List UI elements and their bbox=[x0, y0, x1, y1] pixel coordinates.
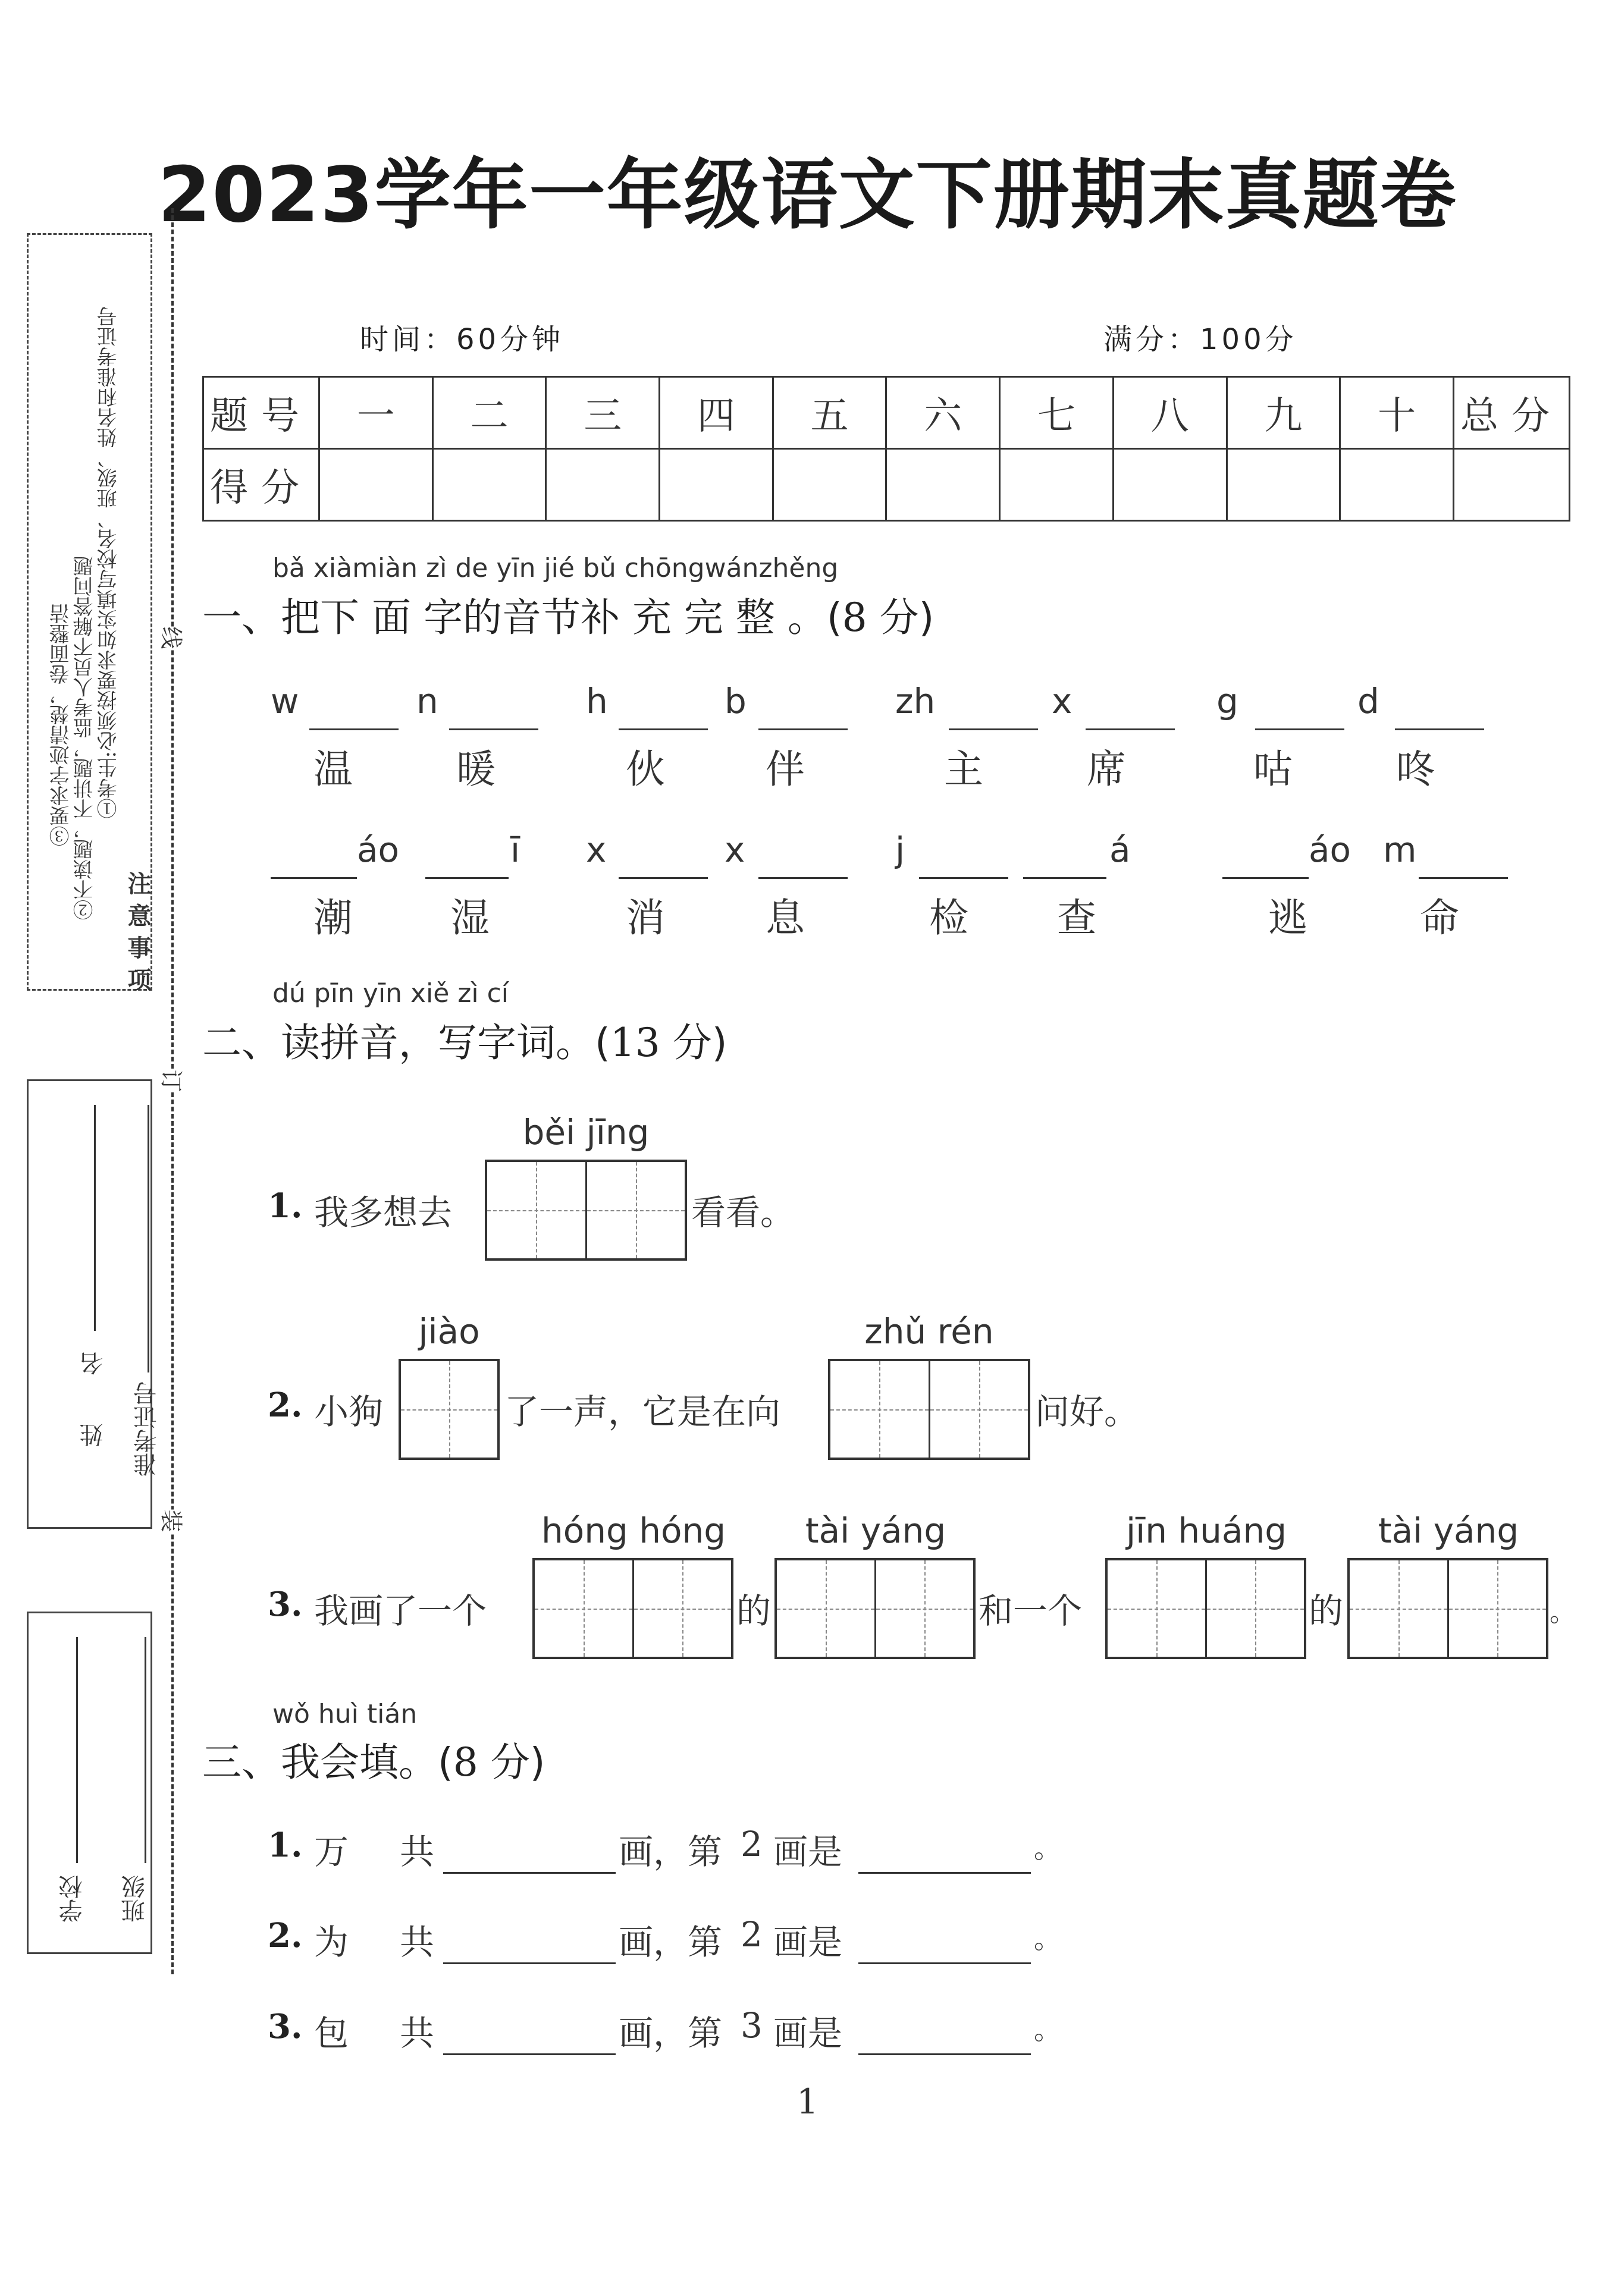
s1-r1-char: 席 bbox=[1087, 746, 1126, 792]
school-info-box bbox=[27, 1612, 152, 1954]
q3-2-stroke-count-blank[interactable] bbox=[443, 1962, 616, 1964]
score-cell[interactable] bbox=[1000, 449, 1114, 521]
s1-r1-py: zh bbox=[895, 681, 936, 721]
s1-r2-py: j bbox=[895, 830, 905, 870]
notice-line-3: ③要求字迹清楚，卷面整洁 bbox=[49, 604, 73, 846]
s1-r1-char: 温 bbox=[313, 746, 353, 792]
section1-points: 8 bbox=[842, 595, 867, 640]
s1-r1-blank[interactable] bbox=[619, 728, 708, 730]
section2-points: 13 bbox=[610, 1020, 660, 1066]
s1-r2-blank[interactable] bbox=[1023, 877, 1106, 879]
q2-3-pinyin-4: tài yáng bbox=[1378, 1510, 1519, 1551]
writing-cell[interactable] bbox=[632, 1560, 732, 1657]
s1-r1-py: h bbox=[586, 681, 608, 721]
q2-3-writing-grid-1[interactable] bbox=[532, 1558, 733, 1659]
s1-r2-char: 检 bbox=[929, 895, 968, 941]
score-table-col: 五 bbox=[773, 377, 886, 449]
q2-3-de-1: 的 bbox=[736, 1591, 772, 1631]
q2-3-de-2: 的 bbox=[1309, 1591, 1344, 1631]
score-cell[interactable] bbox=[432, 449, 546, 521]
q3-1-hua2: 画是 bbox=[773, 1832, 843, 1872]
writing-cell[interactable] bbox=[830, 1361, 929, 1458]
score-cell[interactable] bbox=[773, 449, 886, 521]
s1-r2-blank[interactable] bbox=[1419, 877, 1508, 879]
name-field[interactable] bbox=[94, 1105, 96, 1331]
s1-r2-py: x bbox=[725, 830, 745, 870]
score-table bbox=[202, 376, 1570, 522]
q2-2-text-middle: 了一声，它是在向 bbox=[504, 1392, 781, 1432]
q3-2-hua2: 画是 bbox=[773, 1922, 843, 1962]
exam-id-field[interactable] bbox=[148, 1105, 149, 1372]
s1-r1-blank[interactable] bbox=[1086, 728, 1175, 730]
section3-title-text: 三、我会填。( bbox=[202, 1739, 453, 1785]
section3-pinyin: wǒ huì tián bbox=[272, 1699, 418, 1729]
q2-3-pinyin-1: hóng hóng bbox=[541, 1510, 726, 1551]
q3-2-number: 2. bbox=[268, 1916, 303, 1955]
s1-r2-blank[interactable] bbox=[425, 877, 509, 879]
section1-title-text: 一、把下 面 字的音节补 充 完 整 。( bbox=[202, 595, 842, 640]
writing-cell[interactable] bbox=[1108, 1560, 1205, 1657]
s1-r1-blank[interactable] bbox=[949, 728, 1038, 730]
score-cell[interactable] bbox=[886, 449, 1000, 521]
s1-r1-blank[interactable] bbox=[1395, 728, 1484, 730]
writing-cell[interactable] bbox=[777, 1560, 874, 1657]
class-label: 班级 bbox=[121, 1875, 149, 1923]
writing-cell[interactable] bbox=[1447, 1560, 1547, 1657]
s1-r1-blank[interactable] bbox=[758, 728, 848, 730]
notice-line-2: ②不读题，不讲题，监考人员不解答问题 bbox=[73, 556, 97, 920]
score-table-col: 二 bbox=[432, 377, 546, 449]
notice-label: 注意事项 bbox=[124, 871, 152, 1000]
s1-r2-char: 湿 bbox=[450, 895, 490, 941]
q2-3-writing-grid-4[interactable] bbox=[1347, 1558, 1548, 1659]
writing-cell[interactable] bbox=[929, 1361, 1028, 1458]
q3-2-stroke-blank[interactable] bbox=[858, 1962, 1031, 1964]
s1-r1-char: 伴 bbox=[766, 746, 805, 792]
score-table-col: 八 bbox=[1113, 377, 1227, 449]
s1-r1-py: w bbox=[271, 681, 299, 721]
s1-r1-py: n bbox=[416, 681, 438, 721]
section1-pinyin: bǎ xiàmiàn zì de yīn jié bǔ chōngwánzhěng bbox=[272, 553, 839, 583]
score-cell[interactable] bbox=[319, 449, 433, 521]
s1-r1-blank[interactable] bbox=[1255, 728, 1344, 730]
q3-2-char: 为 bbox=[314, 1922, 349, 1962]
s1-r1-blank[interactable] bbox=[309, 728, 399, 730]
s1-r1-char: 咚 bbox=[1396, 746, 1435, 792]
q3-3-hua: 画，第 bbox=[619, 2013, 723, 2053]
notice-box bbox=[27, 233, 152, 1000]
q3-3-gong: 共 bbox=[400, 2013, 435, 2053]
q3-2-hua: 画，第 bbox=[619, 1922, 723, 1962]
q3-2-n: 2 bbox=[741, 1914, 763, 1955]
q3-1-gong: 共 bbox=[400, 1832, 435, 1872]
q2-3-number: 3. bbox=[268, 1585, 303, 1624]
cut-word-bind: 装 bbox=[157, 1509, 190, 1532]
notice-line-1: ①考生:必须按要求如实填写校名、班级、姓名和准考证号 bbox=[97, 306, 121, 819]
student-info-box bbox=[27, 1079, 161, 1529]
name-label: 姓 名 bbox=[80, 1340, 107, 1447]
q3-3-n: 3 bbox=[741, 2005, 763, 2046]
s1-r2-char: 命 bbox=[1420, 895, 1459, 941]
s1-r1-char: 伙 bbox=[626, 746, 665, 792]
q2-2-number: 2. bbox=[268, 1386, 303, 1425]
section2-title bbox=[202, 1011, 727, 1067]
q3-3-char: 包 bbox=[314, 2013, 349, 2053]
score-cell[interactable] bbox=[1227, 449, 1340, 521]
q3-2-gong: 共 bbox=[400, 1922, 435, 1962]
school-label: 学校 bbox=[59, 1875, 86, 1923]
s1-r1-char: 主 bbox=[944, 746, 983, 792]
section3-points: 8 bbox=[453, 1739, 478, 1785]
section1-unit: 分) bbox=[867, 595, 934, 640]
section2-unit: 分) bbox=[660, 1020, 727, 1066]
section1-title bbox=[202, 586, 934, 642]
q2-1-pinyin: běi jīng bbox=[522, 1112, 650, 1152]
q2-1-writing-grid[interactable] bbox=[485, 1160, 687, 1261]
writing-cell[interactable] bbox=[401, 1361, 497, 1458]
q2-3-text-middle: 和一个 bbox=[979, 1591, 1083, 1631]
score-table-label-question: 题号 bbox=[203, 377, 319, 449]
q2-3-writing-grid-2[interactable] bbox=[774, 1558, 976, 1659]
section2-pinyin: dú pīn yīn xiě zì cí bbox=[272, 978, 509, 1009]
s1-r1-blank[interactable] bbox=[449, 728, 538, 730]
q2-3-end: 。 bbox=[1550, 1597, 1576, 1628]
cut-word-line: 线 bbox=[157, 626, 190, 649]
writing-cell[interactable] bbox=[585, 1162, 685, 1258]
writing-cell[interactable] bbox=[487, 1162, 585, 1258]
class-field[interactable] bbox=[145, 1637, 146, 1863]
q3-1-stroke-blank[interactable] bbox=[858, 1872, 1031, 1874]
q2-1-number: 1. bbox=[268, 1186, 303, 1226]
cut-word-staple: 订 bbox=[157, 1069, 190, 1092]
q3-3-stroke-count-blank[interactable] bbox=[443, 2053, 616, 2055]
school-field[interactable] bbox=[76, 1637, 78, 1863]
exam-full-score: 满分：100分 bbox=[1103, 323, 1297, 356]
score-table-col: 十 bbox=[1340, 377, 1454, 449]
score-cell[interactable] bbox=[660, 449, 773, 521]
s1-r2-blank[interactable] bbox=[1222, 877, 1309, 879]
q2-2-pinyin-2: zhǔ rén bbox=[864, 1311, 994, 1352]
exam-id-label: 准考证号 bbox=[133, 1381, 161, 1477]
score-cell[interactable] bbox=[1454, 449, 1570, 521]
score-table-col: 一 bbox=[319, 377, 433, 449]
q3-2-end: 。 bbox=[1034, 1923, 1061, 1955]
section2-title-text: 二、读拼音，写字词。( bbox=[202, 1020, 610, 1066]
s1-r2-blank[interactable] bbox=[271, 877, 357, 879]
q2-2-text-before: 小狗 bbox=[314, 1392, 384, 1432]
section3-title bbox=[202, 1730, 545, 1787]
q3-3-number: 3. bbox=[268, 2007, 303, 2046]
section3-unit: 分) bbox=[478, 1739, 545, 1785]
q3-1-hua: 画，第 bbox=[619, 1832, 723, 1872]
s1-r2-py: x bbox=[586, 830, 607, 870]
score-table-score-row bbox=[203, 449, 1570, 521]
score-table-total: 总分 bbox=[1454, 377, 1570, 449]
q2-1-text-after: 看看。 bbox=[691, 1192, 795, 1233]
s1-r2-char: 逃 bbox=[1268, 895, 1307, 941]
s1-r1-char: 暖 bbox=[456, 746, 496, 792]
s1-r2-blank[interactable] bbox=[619, 877, 708, 879]
s1-r2-blank[interactable] bbox=[758, 877, 848, 879]
writing-cell[interactable] bbox=[535, 1560, 632, 1657]
score-table-header-row bbox=[203, 377, 1570, 449]
q2-3-writing-grid-3[interactable] bbox=[1105, 1558, 1306, 1659]
page-number: 1 bbox=[796, 2081, 819, 2122]
s1-r2-char: 潮 bbox=[313, 895, 353, 941]
q3-1-n: 2 bbox=[741, 1824, 763, 1864]
score-table-col: 七 bbox=[1000, 377, 1114, 449]
page-title: 2023学年一年级语文下册期末真题卷 bbox=[158, 151, 1457, 240]
score-table-col: 六 bbox=[886, 377, 1000, 449]
s1-r2-char: 查 bbox=[1057, 895, 1096, 941]
s1-r2-blank[interactable] bbox=[919, 877, 1008, 879]
s1-r1-py: d bbox=[1357, 681, 1379, 721]
q2-1-text-before: 我多想去 bbox=[314, 1192, 453, 1233]
score-cell[interactable] bbox=[1113, 449, 1227, 521]
s1-r2-py: m bbox=[1383, 830, 1417, 870]
q2-2-writing-grid-2[interactable] bbox=[828, 1359, 1030, 1460]
q3-1-end: 。 bbox=[1034, 1832, 1061, 1864]
s1-r1-char: 咕 bbox=[1253, 746, 1293, 792]
writing-cell[interactable] bbox=[1350, 1560, 1447, 1657]
q2-3-text-before: 我画了一个 bbox=[314, 1591, 487, 1631]
q3-3-hua2: 画是 bbox=[773, 2013, 843, 2053]
q3-1-stroke-count-blank[interactable] bbox=[443, 1872, 616, 1874]
q3-3-end: 。 bbox=[1034, 2014, 1061, 2046]
q2-2-text-after: 问好。 bbox=[1035, 1392, 1139, 1432]
q2-2-writing-grid-1[interactable] bbox=[399, 1359, 500, 1460]
s1-r1-py: g bbox=[1216, 681, 1238, 721]
score-table-col: 三 bbox=[546, 377, 660, 449]
q3-1-number: 1. bbox=[268, 1826, 303, 1865]
q3-1-char: 万 bbox=[314, 1832, 349, 1872]
q2-3-pinyin-3: jīn huáng bbox=[1125, 1510, 1287, 1551]
score-table-col: 四 bbox=[660, 377, 773, 449]
q2-3-pinyin-2: tài yáng bbox=[805, 1510, 946, 1551]
q2-2-pinyin-1: jiào bbox=[418, 1311, 480, 1352]
q3-3-stroke-blank[interactable] bbox=[858, 2053, 1031, 2055]
s1-r2-char: 息 bbox=[766, 895, 805, 941]
s1-r2-char: 消 bbox=[626, 895, 665, 941]
s1-r2-py: á bbox=[1109, 830, 1131, 870]
writing-cell[interactable] bbox=[874, 1560, 974, 1657]
s1-r1-py: x bbox=[1052, 681, 1073, 721]
s1-r2-py: ī bbox=[510, 830, 520, 870]
writing-cell[interactable] bbox=[1205, 1560, 1304, 1657]
score-cell[interactable] bbox=[1340, 449, 1454, 521]
score-table-col: 九 bbox=[1227, 377, 1340, 449]
s1-r2-py: áo bbox=[1309, 830, 1351, 870]
score-cell[interactable] bbox=[546, 449, 660, 521]
s1-r1-py: b bbox=[725, 681, 747, 721]
exam-time: 时间：60分钟 bbox=[360, 323, 565, 356]
s1-r2-py: áo bbox=[357, 830, 400, 870]
score-table-label-score: 得分 bbox=[203, 449, 319, 521]
